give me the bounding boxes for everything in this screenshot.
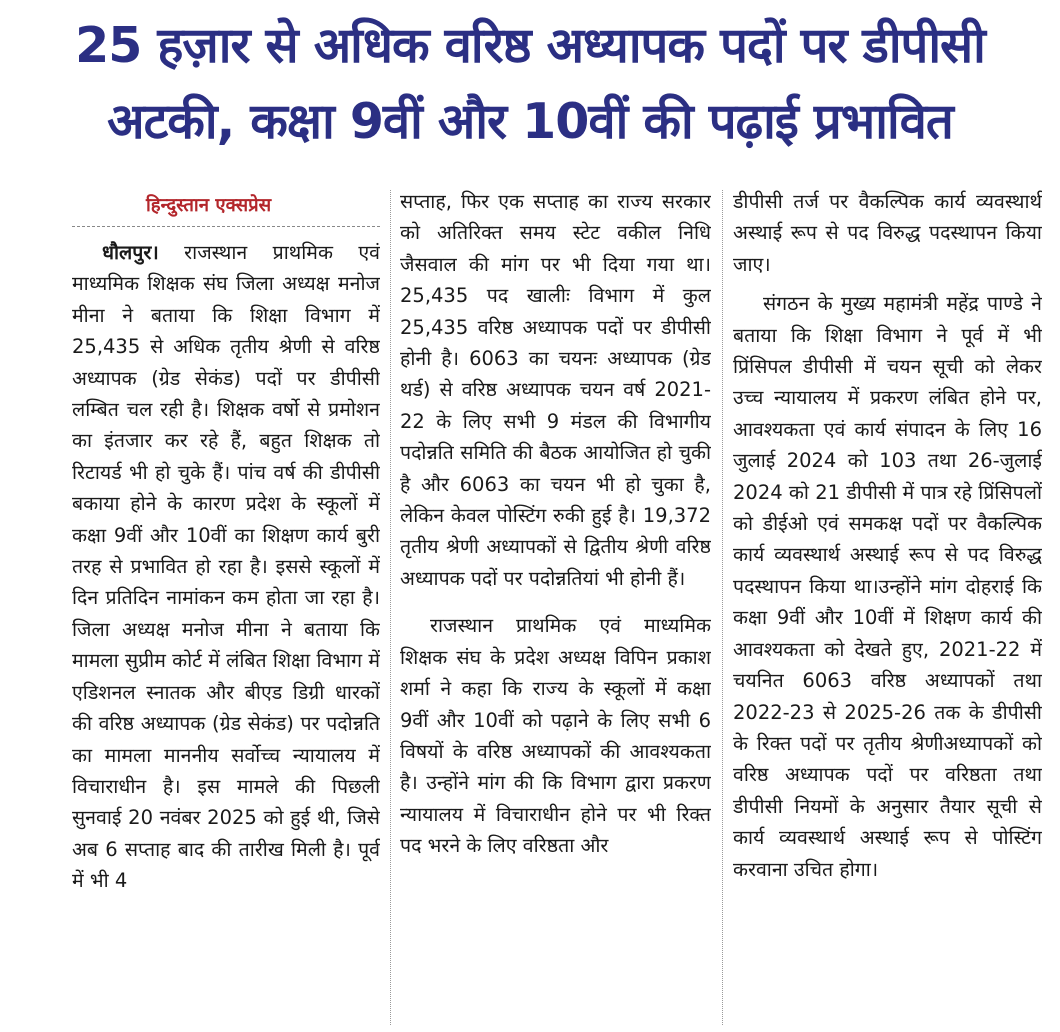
headline-line-1: 25 हज़ार से अधिक वरिष्ठ अध्यापक पदों पर डीपीसी bbox=[75, 17, 985, 74]
byline-divider bbox=[72, 226, 380, 227]
dateline: धौलपुर। bbox=[102, 241, 159, 264]
paragraph-text: राजस्थान प्राथमिक एवं माध्यमिक शिक्षक संघ जिला अध्यक्ष मनोज मीना ने बताया कि शिक्षा विभाग में 25,435 से अधिक तृतीय श्रेणी से वरिष्ठ अध्यापक (ग्रेड सेकंड) पदों पर डीपीसी लम्बित चल रही है। शिक्षक वर्षो से प्रमोशन का इंतजार कर रहे हैं, बहुत शिक्षक तो रिटायर्ड भी हो चुके हैं। पांच वर्ष की डीपीसी बकाया होने के कारण प्रदेश के स्कूलों में कक्षा 9वीं और 10वीं का शिक्षण कार्य बुरी तरह से प्रभावित हो रहा है। इससे स्कूलों में दिन प्रतिदिन नामांकन कम होता जा रहा है। जिला अध्यक्ष मनोज मीना ने बताया कि मामला सुप्रीम कोर्ट में लंबित शिक्षा विभाग में एडिशनल स्नातक और बीएड डिग्री धारकों की वरिष्ठ अध्यापक (ग्रेड सेकंड) पर पदोन्नति का मामला माननीय सर्वोच्च न्यायालय में विचाराधीन है। इस मामले की पिछली सुनवाई 20 नवंबर 2025 को हुई थी, जिसे अब 6 सप्ताह बाद की तारीख मिली है। पूर्व में भी 4 bbox=[72, 241, 380, 893]
headline bbox=[0, 8, 1060, 160]
article-paragraph: डीपीसी तर्ज पर वैकल्पिक कार्य व्यवस्थार्थ अस्थाई रूप से पद विरुद्ध पदस्थापन किया जाए। bbox=[733, 190, 1042, 276]
article-paragraph: संगठन के मुख्य महामंत्री महेंद्र पाण्डे ने बताया कि शिक्षा विभाग ने पूर्व में भी प्रिंसिपल डीपीसी में चयन सूची को लेकर उच्च न्यायालय में प्रकरण लंबित होने पर, आवश्यकता एवं कार्य संपादन के लिए 16 जुलाई 2024 को 103 तथा 26-जुलाई 2024 को 21 डीपीसी में पात्र रहे प्रिंसिपलों को डीईओ एवं समकक्ष पदों पर वैकल्पिक कार्य व्यवस्थार्थ अस्थाई रूप से पद विरुद्ध पदस्थापन किया था।उन्होंने मांग दोहराई कि कक्षा 9वीं और 10वीं में शिक्षण कार्य की आवश्यकता को देखते हुए, 2021-22 में चयनित 6063 वरिष्ठ अध्यापकों तथा 2022-23 से 2025-26 तक के डीपीसी के रिक्त पदों पर तृतीय श्रेणीअध्यापकों को वरिष्ठ अध्यापक पदों पर वरिष्ठता तथा डीपीसी नियमों के अनुसार तैयार सूची से कार्य व्यवस्थार्थ अस्थाई रूप से पोस्टिंग करवाना उचित होगा। bbox=[733, 292, 1042, 881]
article-paragraph bbox=[72, 237, 380, 897]
byline: हिन्दुस्तान एक्सप्रेस bbox=[146, 195, 272, 216]
article-column-2 bbox=[400, 186, 711, 1021]
article-column-1 bbox=[72, 190, 380, 1025]
article-paragraph: राजस्थान प्राथमिक एवं माध्यमिक शिक्षक संघ के प्रदेश अध्यक्ष विपिन प्रकाश शर्मा ने कहा कि राज्य के स्कूलों में कक्षा 9वीं और 10वीं को पढ़ाने के लिए सभी 6 विषयों के वरिष्ठ अध्यापकों की आवश्यकता है। उन्होंने मांग की कि विभाग द्वारा प्रकरण न्यायालय में विचाराधीन होने पर भी रिक्त पद भरने के लिए वरिष्ठता और bbox=[400, 614, 711, 858]
column-divider bbox=[722, 190, 724, 1025]
headline-line-2: अटकी, कक्षा 9वीं और 10वीं की पढ़ाई प्रभावित bbox=[107, 93, 953, 150]
article-paragraph: सप्ताह, फिर एक सप्ताह का राज्य सरकार को अतिरिक्त समय स्टेट वकील निधि जैसवाल की मांग पर भी दिया गया था। 25,435 पद खालीः विभाग में कुल 25,435 वरिष्ठ अध्यापक पदों पर डीपीसी होनी है। 6063 का चयनः अध्यापक (ग्रेड थर्ड) से वरिष्ठ अध्यापक चयन वर्ष 2021-22 के लिए सभी 9 मंडल की विभागीय पदोन्नति समिति की बैठक आयोजित हो चुकी है और 6063 का चयन भी हो चुका है, लेकिन केवल पोस्टिंग रुकी हुई है। 19,372 तृतीय श्रेणी अध्यापकों से द्वितीय श्रेणी वरिष्ठ अध्यापक पदों पर पदोन्नतियां भी होनी हैं। bbox=[400, 190, 711, 590]
article-column-3 bbox=[733, 186, 1042, 1021]
column-divider bbox=[390, 190, 392, 1025]
